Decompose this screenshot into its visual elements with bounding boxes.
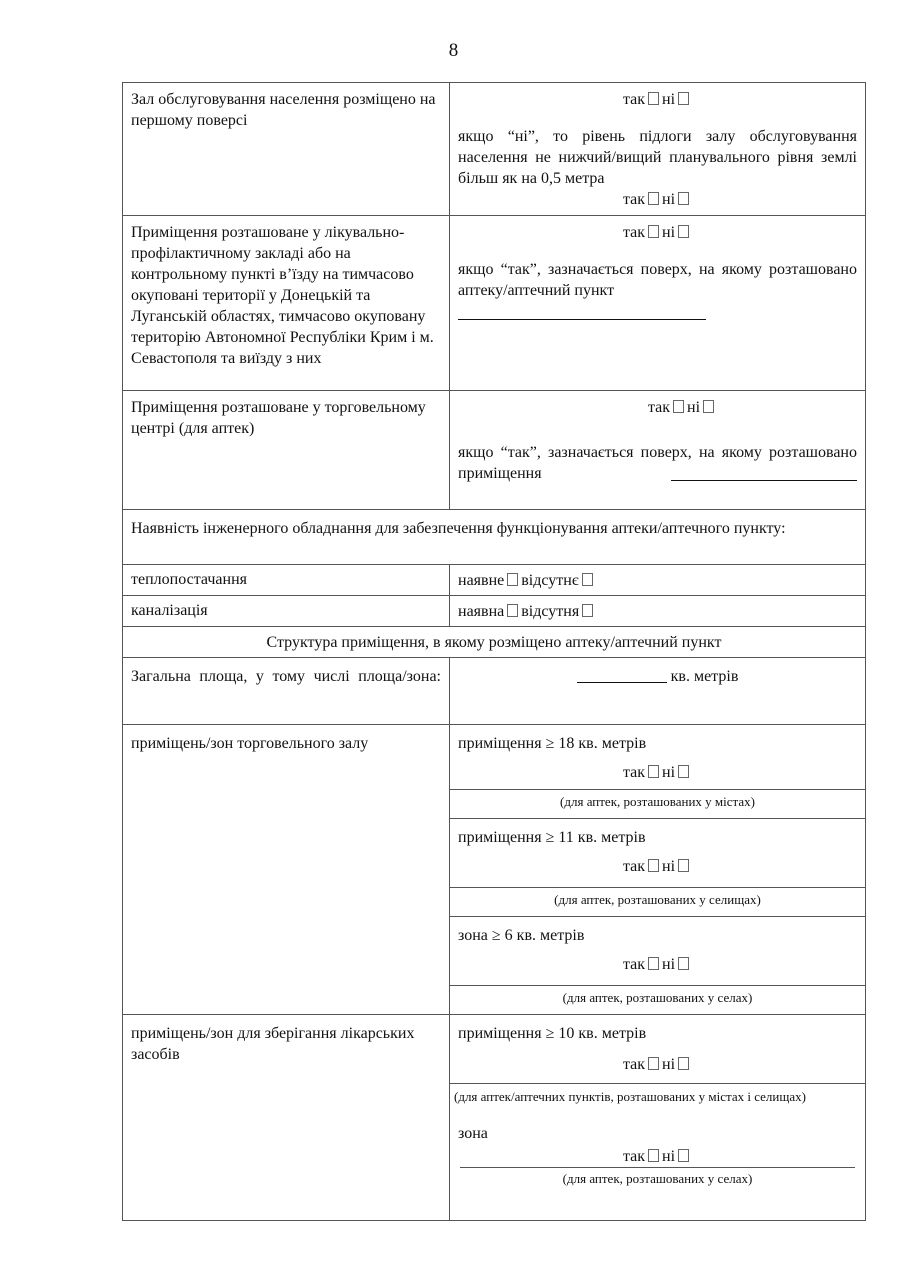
yes-checkbox[interactable]	[648, 1057, 659, 1070]
yes-no-choice: так ні	[454, 1146, 861, 1167]
yes-checkbox[interactable]	[648, 859, 659, 872]
row-medical-or-checkpoint	[123, 216, 866, 391]
page-number: 8	[448, 40, 459, 61]
no-checkbox[interactable]	[678, 765, 689, 778]
yes-no-choice: так ні	[458, 222, 857, 243]
floor-input-line[interactable]	[458, 305, 706, 320]
divider	[460, 1167, 855, 1168]
heating-choice: наявне відсутнє	[450, 565, 866, 596]
no-checkbox[interactable]	[678, 859, 689, 872]
row-engineering-header	[123, 510, 866, 565]
structure-header: Структура приміщення, в якому розміщено аптеку/аптечний пункт	[123, 627, 866, 658]
storage-label: приміщень/зон для зберігання лікарських засобів	[123, 1015, 450, 1221]
sales-hall-options	[450, 725, 866, 1015]
value-cell	[450, 216, 866, 391]
yes-checkbox[interactable]	[648, 957, 659, 970]
sales-hall-label: приміщень/зон торговельного залу	[123, 725, 450, 1015]
floor-input-line[interactable]	[671, 466, 857, 481]
engineering-header: Наявність інженерного обладнання для забезпечення функціонування аптеки/аптечного пункту:	[123, 510, 866, 565]
yes-no-choice: так ні	[458, 189, 857, 210]
yes-no-choice: так ні	[458, 397, 857, 418]
row-heating	[123, 565, 866, 596]
value-cell	[450, 391, 866, 510]
yes-checkbox[interactable]	[648, 225, 659, 238]
sales-requirement-town: приміщення ≥ 11 кв. метрів	[458, 829, 646, 846]
yes-no-choice: так ні	[458, 89, 857, 110]
yes-no-choice: так ні	[458, 856, 857, 877]
no-checkbox[interactable]	[678, 1149, 689, 1162]
yes-checkbox[interactable]	[648, 765, 659, 778]
row-sales-hall	[123, 725, 866, 1015]
area-unit: кв. метрів	[670, 668, 739, 685]
row-storage	[123, 1015, 866, 1221]
row-structure-header	[123, 627, 866, 658]
value-cell	[450, 83, 866, 216]
total-area-label: Загальна площа, у тому числі площа/зона:	[123, 658, 450, 725]
floor-note: якщо “так”, зазначається поверх, на якому розташовано аптеку/аптечний пункт	[458, 261, 857, 299]
no-checkbox[interactable]	[678, 957, 689, 970]
sales-note-village: (для аптек, розташованих у селах)	[562, 990, 753, 1005]
present-checkbox[interactable]	[507, 573, 518, 586]
row-shopping-center	[123, 391, 866, 510]
floor-note: якщо “так”, зазначається поверх, на якому розташовано приміщення	[458, 444, 857, 482]
storage-zone-label: зона	[458, 1125, 488, 1142]
storage-requirement: приміщення ≥ 10 кв. метрів	[458, 1025, 647, 1042]
sales-requirement-city: приміщення ≥ 18 кв. метрів	[458, 735, 647, 752]
no-checkbox[interactable]	[678, 92, 689, 105]
yes-checkbox[interactable]	[648, 92, 659, 105]
row-sewerage	[123, 596, 866, 627]
floor-level-note: якщо “ні”, то рівень підлоги залу обслуговування населення не нижчий/вищий планувального рівня землі більш як на 0,5 метра	[458, 128, 857, 187]
pharmacy-premises-form	[122, 82, 866, 1221]
label-cell	[123, 216, 450, 391]
no-checkbox[interactable]	[703, 400, 714, 413]
yes-no-choice: так ні	[458, 954, 857, 975]
shopping-center-label: Приміщення розташоване у торговельному центрі (для аптек)	[131, 399, 426, 437]
no-checkbox[interactable]	[678, 225, 689, 238]
total-area-value	[450, 658, 866, 725]
yes-checkbox[interactable]	[673, 400, 684, 413]
present-checkbox[interactable]	[507, 604, 518, 617]
yes-checkbox[interactable]	[648, 192, 659, 205]
storage-note-village: (для аптек, розташованих у селах)	[562, 1171, 753, 1186]
label-cell	[123, 391, 450, 510]
sales-note-city: (для аптек, розташованих у містах)	[450, 790, 865, 819]
yes-no-choice: так ні	[458, 762, 857, 783]
sales-requirement-village: зона ≥ 6 кв. метрів	[458, 927, 585, 944]
medical-checkpoint-label: Приміщення розташоване у лікувально-профілактичному закладі або на контрольному пункті в’їзду на тимчасово окуповані території у Донецькій та Луганській областях, тимчасово окуповану територію Автономної Республіки Крим і м. Севастополя та виїзду з них	[131, 224, 434, 367]
no-checkbox[interactable]	[678, 1057, 689, 1070]
absent-checkbox[interactable]	[582, 604, 593, 617]
storage-options	[450, 1015, 866, 1221]
heating-label: теплопостачання	[123, 565, 450, 596]
row-first-floor	[123, 83, 866, 216]
sewerage-choice: наявна відсутня	[450, 596, 866, 627]
row-total-area	[123, 658, 866, 725]
sewerage-label: каналізація	[123, 596, 450, 627]
no-checkbox[interactable]	[678, 192, 689, 205]
yes-checkbox[interactable]	[648, 1149, 659, 1162]
sales-note-town: (для аптек, розташованих у селищах)	[450, 888, 865, 917]
label-cell	[123, 83, 450, 216]
yes-no-choice: так ні	[458, 1054, 857, 1075]
total-area-input-line[interactable]	[577, 668, 667, 683]
absent-checkbox[interactable]	[582, 573, 593, 586]
storage-note-city-town: (для аптек/аптечних пунктів, розташованих у містах і селищах)	[454, 1089, 806, 1104]
storage-zone-block	[450, 1084, 865, 1220]
first-floor-label: Зал обслуговування населення розміщено на першому поверсі	[131, 91, 436, 129]
